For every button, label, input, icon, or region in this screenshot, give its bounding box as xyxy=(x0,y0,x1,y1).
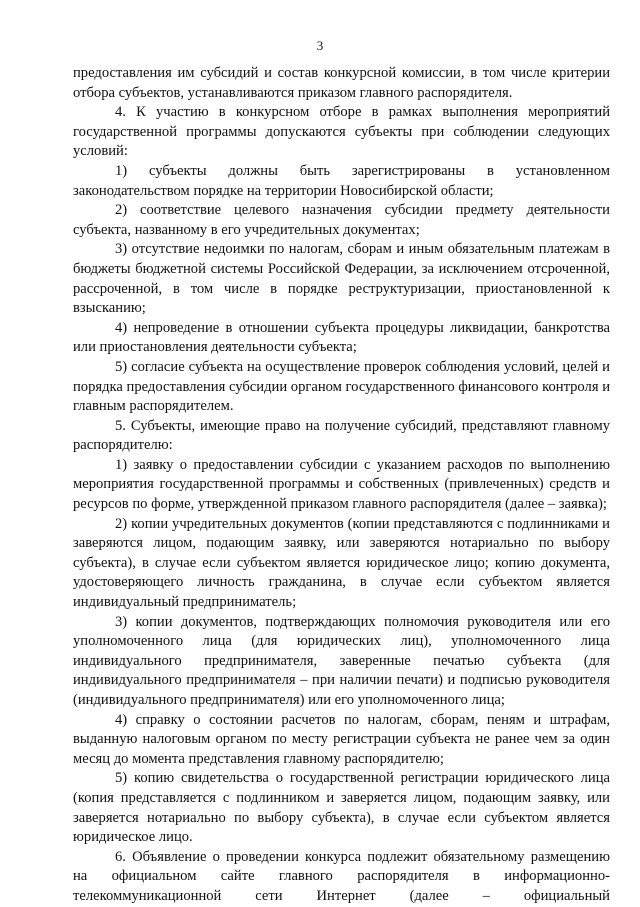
paragraph-clause-5-item-3: 3) копии документов, подтверждающих полномочия руководителя или его уполномоченного лица (для юридических лиц), уполномоченного лица индивидуального предпринимателя, заверенные печатью субъекта (для индивидуального предпринимателя – при наличии печати) и подписью руководителя (индивидуального предпринимателя) или его уполномоченного лица; xyxy=(73,613,610,708)
paragraph-clause-4-item-4: 4) непроведение в отношении субъекта процедуры ликвидации, банкротства или приостановления деятельности субъекта; xyxy=(73,319,610,356)
paragraph-clause-6: 6. Объявление о проведении конкурса подлежит обязательному размещению на официальном сайте главного распорядителя в информационно-телекоммуникационной сети Интернет (далее – официальный xyxy=(73,848,610,904)
paragraph-clause-5-item-4: 4) справку о состоянии расчетов по налогам, сборам, пеням и штрафам, выданную налоговым органом по месту регистрации субъекта не ранее чем за один месяц до момента представления главному распорядителю; xyxy=(73,711,610,767)
paragraph-clause-5-item-1: 1) заявку о предоставлении субсидии с указанием расходов по выполнению мероприятия государственной программы и собственных (привлеченных) средств и ресурсов по форме, утвержденной приказом главного распорядителя (далее – заявка); xyxy=(73,456,610,513)
paragraph-clause-5-item-5: 5) копию свидетельства о государственной регистрации юридического лица (копия представляется с подлинником и заверяется лицом, подающим заявку, или заверяется нотариально по выбору субъекта), в случае если субъектом является юридическое лицо. xyxy=(73,770,610,846)
paragraph-clause-5-item-2: 2) копии учредительных документов (копии представляются с подлинниками и заверяются лицом, подающим заявку, или заверяются нотариально по выбору субъекта), в случае если субъектом является юридическое лицо; копию документа, удостоверяющего личность гражданина, в случае если субъектом является индивидуальный предприниматель; xyxy=(73,515,610,611)
paragraph-clause-4-item-2: 2) соответствие целевого назначения субсидии предмету деятельности субъекта, названному в его учредительных документах; xyxy=(73,202,610,238)
paragraph-clause-4-item-5: 5) согласие субъекта на осуществление проверок соблюдения условий, целей и порядка предоставления субсидии органом государственного финансового контроля и главным распорядителем. xyxy=(73,358,610,415)
page-number: 3 xyxy=(316,38,324,53)
paragraph-clause-5: 5. Субъекты, имеющие право на получение субсидий, представляют главному распорядителю: xyxy=(73,417,610,454)
paragraph-clause-4: 4. К участию в конкурсном отборе в рамках выполнения мероприятий государственной программы допускаются субъекты при соблюдении следующих условий: xyxy=(73,104,610,160)
document-body xyxy=(73,64,610,907)
paragraph-clause-4-item-1: 1) субъекты должны быть зарегистрированы в установленном законодательством порядке на территории Новосибирской области; xyxy=(73,162,610,199)
paragraph-continuation: предоставления им субсидий и состав конкурсной комиссии, в том числе критерии отбора субъектов, устанавливаются приказом главного распорядителя. xyxy=(73,65,610,101)
paragraph-clause-4-item-3: 3) отсутствие недоимки по налогам, сборам и иным обязательным платежам в бюджеты бюджетной системы Российской Федерации, за исключением отсроченной, рассроченной, в том числе в порядке реструктуризации, приостановленной к взысканию; xyxy=(73,241,610,317)
